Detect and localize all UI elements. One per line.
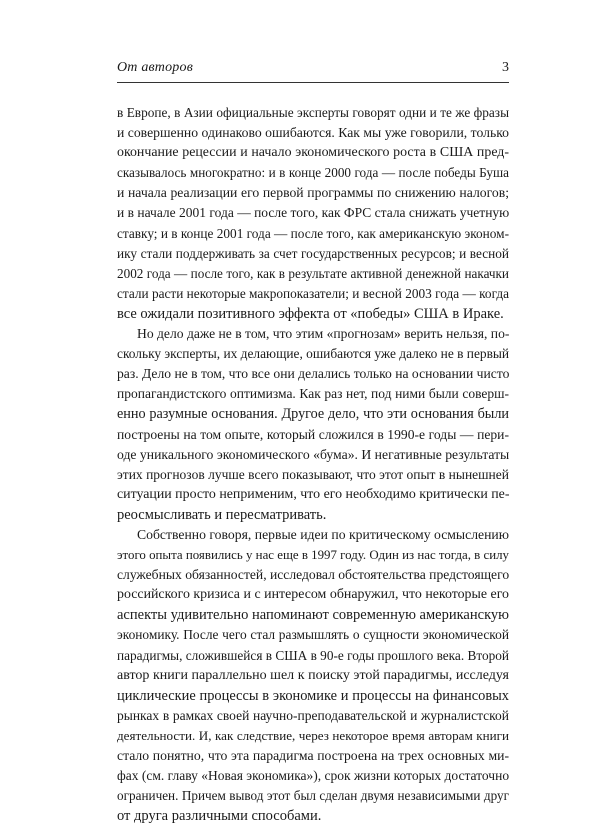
text-line: Собственно говоря, первые идеи по критическому осмыслению [137,526,509,542]
text-line: этого опыта появились у нас еще в 1997 году. Один из нас тогда, в силу [117,548,509,563]
text-line: рынках в рамках своей научно-преподавательской и журналистской [117,707,509,723]
text-line: ставку; и в конце 2001 года — после того, как американскую эконом- [117,225,510,241]
text-line: стали расти некоторые макропоказатели; и весной 2003 года — когда [117,285,510,301]
text-line: и совершенно одинаково ошибаются. Как мы уже говорили, только [117,125,509,141]
text-line: сказывалось многократно: и в конце 2000 года — после победы Буша [117,165,509,181]
text-line: автор книги параллельно шел к поиску этой парадигмы, исследуя [117,667,509,683]
text-line: служебных обязанностей, исследовал обстоятельства предстоящего [117,567,510,583]
text-line: российского кризиса и с интересом обнаружил, что некоторые его [117,587,509,603]
text-line: и начала реализации его первой программы по снижению налогов; [117,185,509,201]
body-text [117,103,509,826]
text-line: скольку эксперты, их делающие, ошибаются уже далеко не в первый [117,346,510,362]
text-line: Но дело даже не в том, что этим «прогнозам» верить нельзя, по- [137,326,510,342]
text-line: в Европе, в Азии официальные эксперты говорят одни и те же фразы [117,105,509,120]
paragraph-3 [117,525,509,826]
text-line: ситуации просто неприменим, что его необходимо критически пе- [117,486,510,502]
text-line: енно разумные основания. Другое дело, что эти основания были [117,406,509,423]
text-line: ику стали поддерживать за счет государственных ресурсов; и весной [117,245,509,261]
running-header [117,60,509,82]
text-line: деятельности. И, как следствие, через некоторое время авторам книги [117,727,509,743]
text-line: окончание рецессии и начало экономического роста в США пред- [117,145,509,161]
running-header-title: От авторов [117,60,193,75]
paragraph-1 [117,103,509,324]
text-line: этих прогнозов лучше всего показывают, что этот опыт в нынешней [117,466,509,482]
text-line: оде уникального экономического «бума». И негативные результаты [117,446,510,462]
text-line: парадигмы, сложившейся в США в 90-е годы прошлого века. Второй [117,647,510,663]
text-line: фах (см. главу «Новая экономика»), срок жизни которых достаточно [117,768,510,784]
text-line: 2002 года — после того, как в результате активной денежной накачки [117,265,509,281]
text-line: стало понятно, что эта парадигма построена на трех основных ми- [117,748,509,763]
text-line: все ожидали позитивного эффекта от «победы» США в Ираке. [117,305,504,322]
text-line: аспекты удивительно напоминают современную американскую [117,607,509,624]
text-line: построены на том опыте, который сложился в 1990-е годы — пери- [117,426,509,442]
text-line: раз. Дело не в том, что все они делались только на основании чисто [117,366,510,382]
text-line: и в начале 2001 года — после того, как ФРС стала снижать учетную [117,205,510,221]
text-line: реосмысливать и пересматривать. [117,506,327,523]
header-divider [117,82,509,83]
text-line: циклические процессы в экономике и процессы на финансовых [117,687,509,704]
text-line: ограничен. Причем вывод этот был сделан двумя независимыми друг [117,788,509,804]
text-line: от друга различными способами. [117,808,322,825]
paragraph-2 [117,324,509,525]
text-line: экономику. После чего стал размышлять о сущности экономической [117,627,509,643]
page-number: 3 [502,60,509,75]
text-line: пропагандистского оптимизма. Как раз нет, под ними были соверш- [117,386,509,402]
